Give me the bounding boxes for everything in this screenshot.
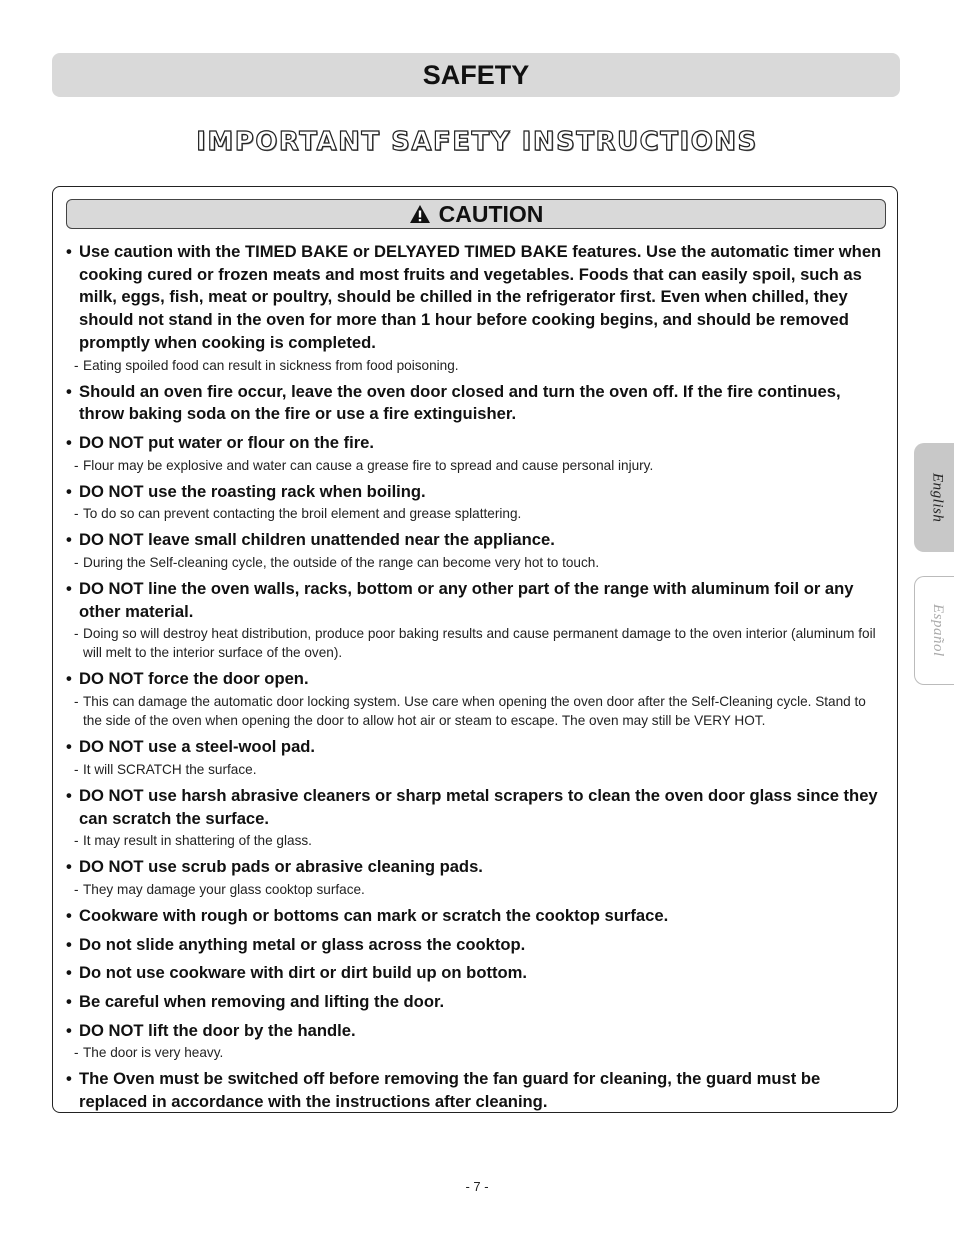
caution-item-note: - The door is very heavy.	[74, 1043, 888, 1062]
caution-item-text: • The Oven must be switched off before removing the fan guard for cleaning, the guard must be replaced in accordance with the instructions after cleaning.	[66, 1068, 888, 1113]
caution-item	[66, 991, 888, 1014]
caution-item-note: - To do so can prevent contacting the broil element and grease splattering.	[74, 504, 888, 523]
caution-label: CAUTION	[438, 200, 544, 227]
caution-item	[66, 962, 888, 985]
caution-header	[66, 199, 886, 229]
page-number: - 7 -	[465, 1179, 489, 1194]
language-tab-label: Español	[930, 604, 946, 657]
caution-item-note: - Eating spoiled food can result in sickness from food poisoning.	[74, 356, 888, 375]
caution-item	[66, 529, 888, 572]
caution-item	[66, 1068, 888, 1113]
caution-item-text: • DO NOT put water or flour on the fire.	[66, 432, 888, 455]
language-tab-label: English	[929, 472, 946, 523]
caution-list	[66, 241, 888, 1120]
caution-item-text: • DO NOT use scrub pads or abrasive cleaning pads.	[66, 856, 888, 879]
caution-item	[66, 785, 888, 850]
caution-item-note: - Doing so will destroy heat distribution, produce poor baking results and cause permanent damage to the oven interior (aluminum foil will melt to the interior surface of the oven).	[74, 624, 888, 662]
caution-item-text: • Do not slide anything metal or glass across the cooktop.	[66, 934, 888, 957]
caution-item	[66, 381, 888, 426]
caution-item-text: • Cookware with rough or bottoms can mark or scratch the cooktop surface.	[66, 905, 888, 928]
caution-item	[66, 578, 888, 662]
caution-item	[66, 668, 888, 730]
caution-item-text: • DO NOT force the door open.	[66, 668, 888, 691]
caution-item	[66, 736, 888, 779]
caution-item	[66, 856, 888, 899]
caution-item	[66, 241, 888, 375]
warning-triangle-icon	[409, 204, 431, 224]
caution-item	[66, 905, 888, 928]
caution-item-note: - It will SCRATCH the surface.	[74, 760, 888, 779]
caution-item-text: • DO NOT line the oven walls, racks, bottom or any other part of the range with aluminum foil or any other material.	[66, 578, 888, 623]
language-tab-english[interactable]	[914, 443, 954, 552]
page-title: IMPORTANT SAFETY INSTRUCTIONS	[196, 127, 758, 157]
caution-item-text: • DO NOT use a steel-wool pad.	[66, 736, 888, 759]
caution-item	[66, 432, 888, 475]
caution-item-text: • DO NOT lift the door by the handle.	[66, 1020, 888, 1043]
caution-item-text: • Do not use cookware with dirt or dirt build up on bottom.	[66, 962, 888, 985]
caution-item-note: - During the Self-cleaning cycle, the outside of the range can become very hot to touch.	[74, 553, 888, 572]
caution-item-text: • Should an oven fire occur, leave the oven door closed and turn the oven off. If the fire continues, throw baking soda on the fire or use a fire extinguisher.	[66, 381, 888, 426]
caution-item	[66, 1020, 888, 1063]
section-title: SAFETY	[422, 59, 530, 90]
caution-item-text: • DO NOT leave small children unattended near the appliance.	[66, 529, 888, 552]
section-header	[52, 53, 900, 97]
caution-item-text: • DO NOT use the roasting rack when boiling.	[66, 481, 888, 504]
caution-item	[66, 934, 888, 957]
caution-item-text: • Be careful when removing and lifting the door.	[66, 991, 888, 1014]
caution-item-text: • Use caution with the TIMED BAKE or DELYAYED TIMED BAKE features. Use the automatic timer when cooking cured or frozen meats and most fruits and vegetables. Foods that can easily spoil, such as milk, eggs, fish, meat or poultry, should be chilled in the refrigerator first. Even when chilled, they should not stand in the oven for more than 1 hour before cooking begins, and should be removed promptly when cooking is completed.	[66, 241, 888, 355]
caution-item-note: - This can damage the automatic door locking system. Use care when opening the oven door after the Self-Cleaning cycle. Stand to the side of the oven when opening the door to allow hot air or steam to escape. The oven may still be VERY HOT.	[74, 692, 888, 730]
caution-item-note: - They may damage your glass cooktop surface.	[74, 880, 888, 899]
caution-item-note: - It may result in shattering of the glass.	[74, 831, 888, 850]
caution-item-text: • DO NOT use harsh abrasive cleaners or sharp metal scrapers to clean the oven door glass since they can scratch the surface.	[66, 785, 888, 830]
caution-box	[52, 186, 898, 1113]
caution-item	[66, 481, 888, 524]
caution-item-note: - Flour may be explosive and water can cause a grease fire to spread and cause personal injury.	[74, 456, 888, 475]
language-tab-espanol[interactable]	[914, 576, 954, 685]
